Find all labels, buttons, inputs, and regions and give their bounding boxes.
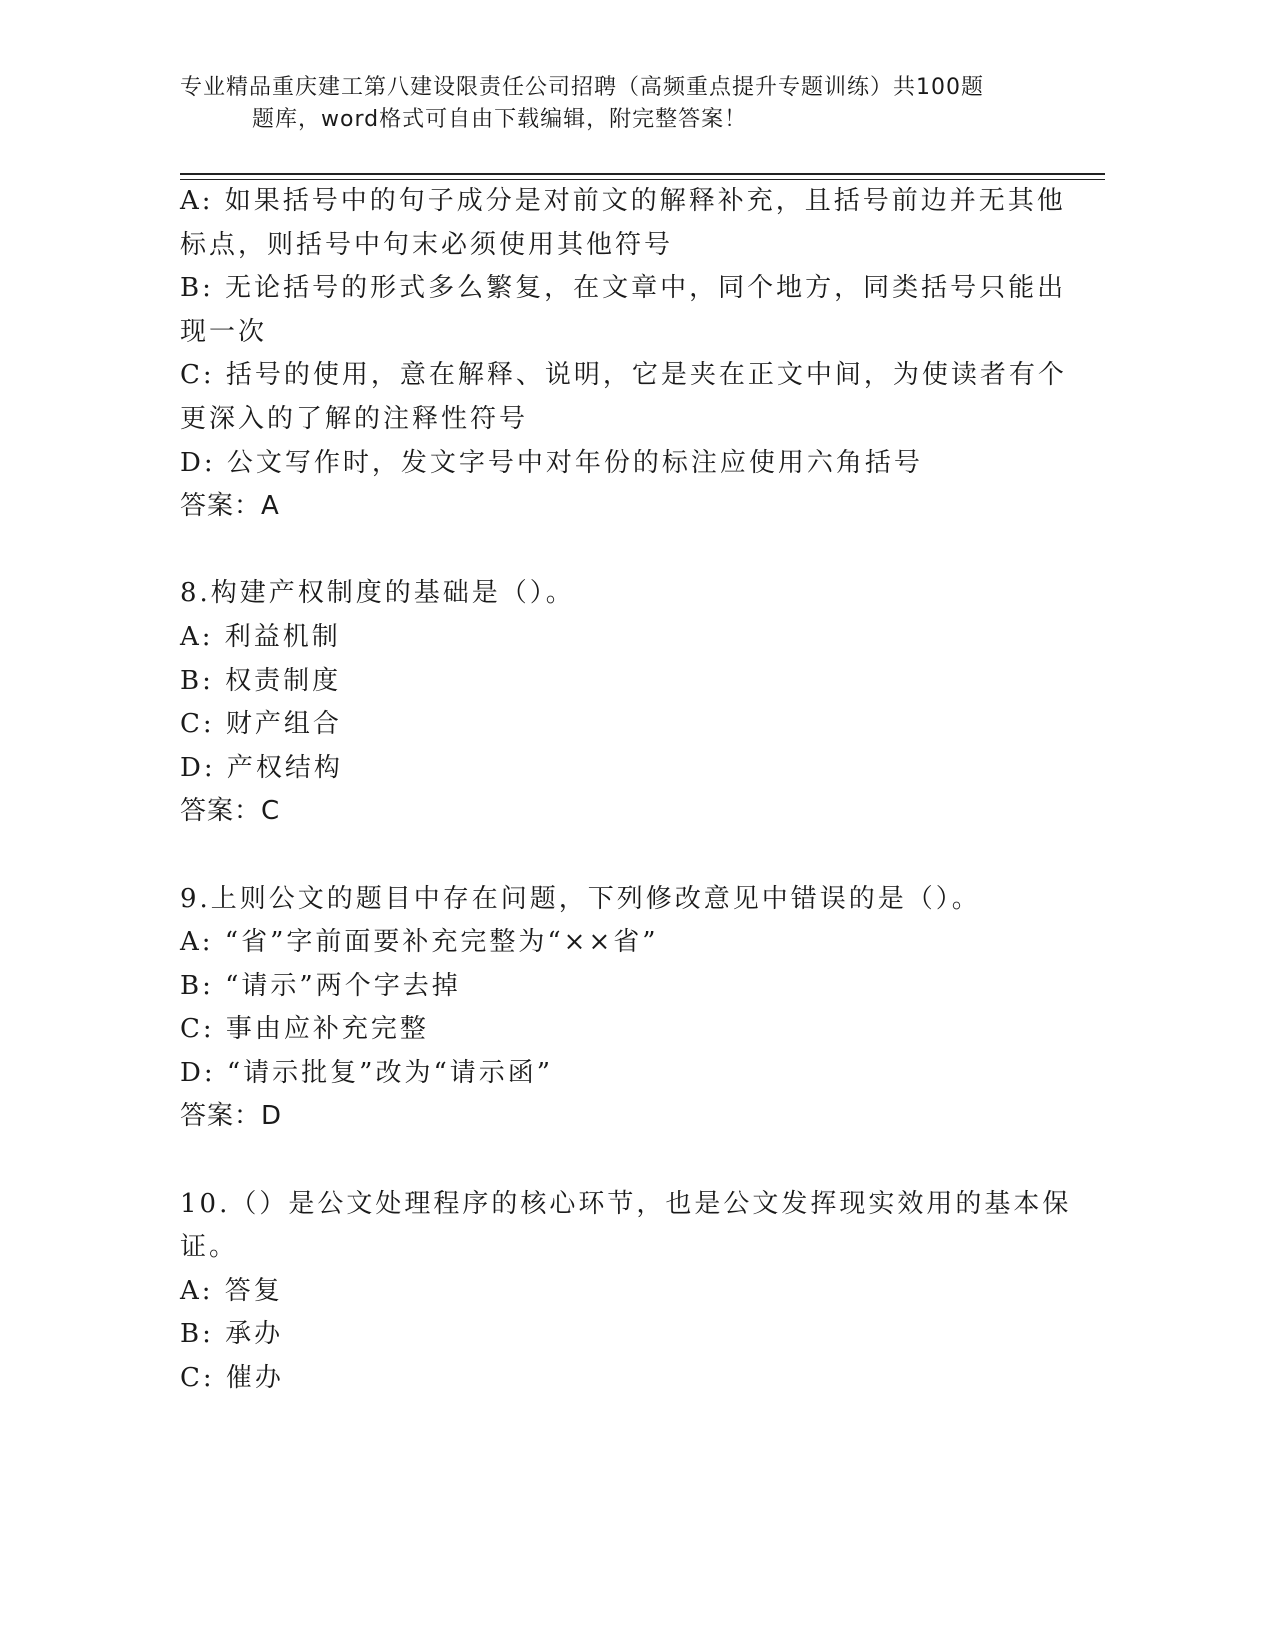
option-b: B: 权责制度 [180,665,342,696]
option-c-line1: C: 括号的使用，意在解释、说明，它是夹在正文中间，为使读者有个 [180,360,1067,391]
option-d: D: “请示批复”改为“请示函” [180,1057,554,1088]
header-title-line2: 题库，word格式可自由下载编辑，附完整答案！ [252,107,748,132]
header-title-line1: 专业精品重庆建工第八建设限责任公司招聘（高频重点提升专题训练）共100题 [180,75,984,100]
question-8-block [180,572,1030,834]
option-b: B: 承办 [180,1319,284,1350]
document-body [180,180,1072,1401]
option-a: A: 利益机制 [180,621,341,652]
answer: 答案：C [180,796,281,827]
option-b-line2: 现一次 [180,316,268,347]
option-a: A: 答复 [180,1275,283,1306]
option-d: D: 产权结构 [180,752,343,783]
option-d: D: 公文写作时，发文字号中对年份的标注应使用六角括号 [180,447,923,478]
question-stem-line1: 10.（）是公文处理程序的核心环节，也是公文发挥现实效用的基本保 [180,1188,1072,1219]
option-a-line1: A: 如果括号中的句子成分是对前文的解释补充，且括号前边并无其他 [180,186,1066,216]
header-rule-thick [180,173,1105,175]
answer: 答案：A [180,491,280,522]
option-c-line2: 更深入的了解的注释性符号 [180,403,529,434]
spacer [180,1139,1030,1183]
option-a-line2: 标点，则括号中句末必须使用其他符号 [180,229,674,260]
question-stem-line2: 证。 [180,1232,239,1263]
spacer [180,834,1030,878]
answer: 答案：D [180,1101,283,1132]
question-stem: 8.构建产权制度的基础是（）。 [180,578,575,609]
option-b: B: “请示”两个字去掉 [180,970,461,1001]
option-c: C: 催办 [180,1363,284,1394]
option-c: C: 财产组合 [180,709,342,740]
question-10-block [180,1183,1072,1401]
spacer [180,529,1030,573]
option-b-line1: B: 无论括号的形式多么繁复，在文章中，同个地方，同类括号只能出 [180,273,1067,304]
document-header [180,72,1080,136]
previous-question-block [180,180,1067,529]
option-a: A: “省”字前面要补充完整为“××省” [180,927,659,958]
question-stem: 9.上则公文的题目中存在问题，下列修改意见中错误的是（）。 [180,883,981,914]
option-c: C: 事由应补充完整 [180,1014,429,1045]
question-9-block [180,878,1030,1140]
